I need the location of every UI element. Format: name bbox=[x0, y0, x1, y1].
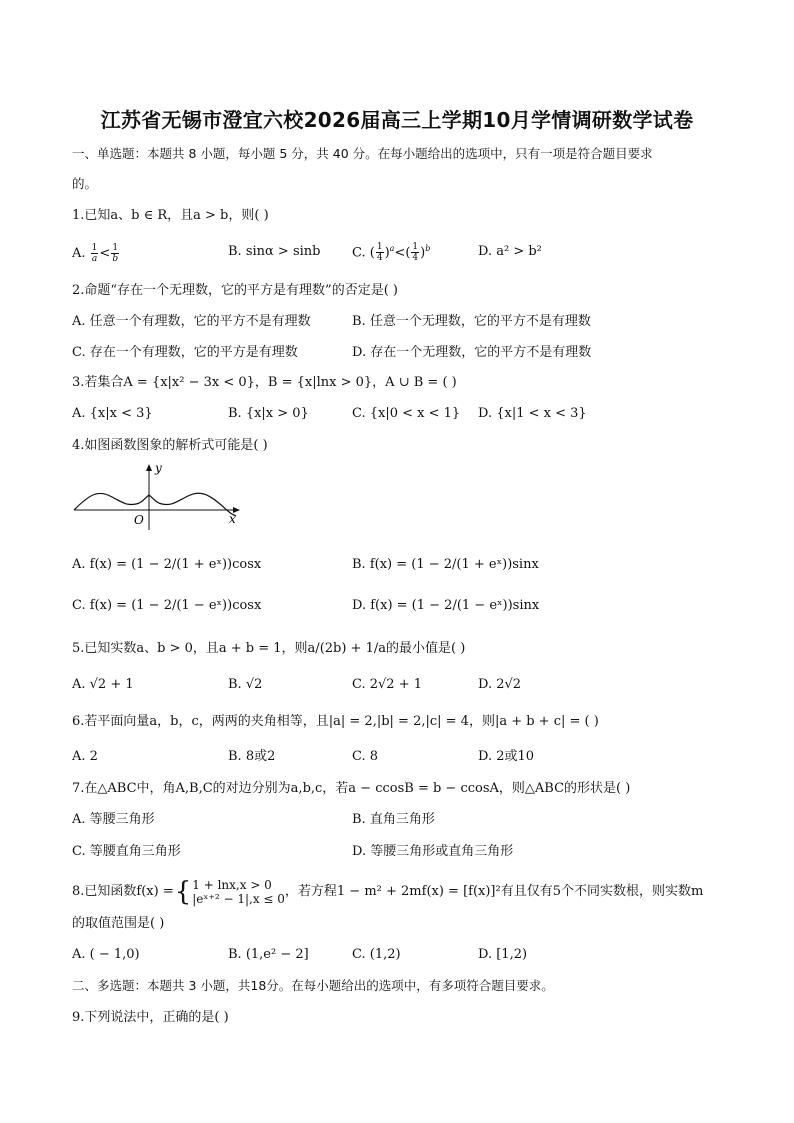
q8-brace: { bbox=[174, 877, 192, 907]
q9-stem: 9.下列说法中，正确的是( ) bbox=[72, 1010, 229, 1025]
q6-option-a: A. 2 bbox=[72, 749, 98, 764]
q1-a-frac-right: $\frac{1}{b}$ bbox=[112, 243, 119, 264]
q2-option-d: D. 存在一个无理数，它的平方不是有理数 bbox=[352, 345, 592, 360]
section2-heading: 二、多选题：本题共 3 小题，共18分。在每小题给出的选项中，有多项符合题目要求。 bbox=[72, 978, 554, 993]
q1-stem: 1.已知a、b ∈ R，且a > b，则( ) bbox=[72, 208, 269, 223]
q5-option-c: C. 2√2 + 1 bbox=[352, 677, 423, 692]
q4-option-a: A. f(x) = (1 − 2/(1 + eˣ))cosx bbox=[72, 557, 262, 572]
q6-stem: 6.若平面向量a，b，c，两两的夹角相等，且|a| = 2,|b| = 2,|c| = 4，则|a + b + c| = ( ) bbox=[72, 714, 599, 729]
q1-option-c-label: C. bbox=[352, 245, 366, 261]
q8-option-d: D. [1,2) bbox=[478, 947, 528, 962]
q7-option-a: A. 等腰三角形 bbox=[72, 812, 155, 827]
y-axis-label: y bbox=[155, 462, 162, 475]
q8-option-a: A. ( − 1,0) bbox=[72, 947, 140, 962]
q8-piecewise bbox=[192, 878, 285, 906]
x-axis-label: x bbox=[229, 512, 236, 526]
q5-option-d: D. 2√2 bbox=[478, 677, 522, 692]
q8-stem-rest: ，若方程1 − m² + 2mf(x) = [f(x)]²有且仅有5个不同实数根，则实数m bbox=[284, 884, 704, 899]
q1-a-frac-left: $\frac{1}{a}$ bbox=[91, 243, 98, 264]
q6-option-b: B. 8或2 bbox=[228, 749, 276, 764]
q7-option-d: D. 等腰三角形或直角三角形 bbox=[352, 844, 514, 859]
q4-option-c: C. f(x) = (1 − 2/(1 − eˣ))cosx bbox=[72, 598, 262, 613]
q6-option-c: C. 8 bbox=[352, 749, 379, 764]
q8-stem bbox=[72, 877, 703, 907]
section1-heading-cont: 的。 bbox=[72, 176, 98, 191]
y-axis-arrow bbox=[146, 464, 152, 471]
q2-stem: 2.命题“存在一个无理数，它的平方是有理数”的否定是( ) bbox=[72, 283, 398, 298]
q3-option-c: C. {x|0 < x < 1} bbox=[352, 406, 461, 421]
q1-option-a-label: A. bbox=[72, 246, 86, 261]
q8-option-b: B. (1,e² − 2] bbox=[228, 947, 309, 962]
q8-case-1: 1 + lnx,x > 0 bbox=[192, 878, 272, 892]
q3-stem: 3.若集合A = {x|x² − 3x < 0}，B = {x|lnx > 0}，A ∪ B = ( ) bbox=[72, 375, 457, 390]
q4-function-graph bbox=[70, 462, 242, 532]
q4-option-b: B. f(x) = (1 − 2/(1 + eˣ))sinx bbox=[352, 557, 539, 572]
q1-option-a: A. $\frac{1}{a}$ < $\frac{1}{b}$ bbox=[72, 243, 119, 264]
q1-option-b: B. sinα > sinb bbox=[228, 244, 321, 259]
q2-option-b: B. 任意一个无理数，它的平方不是有理数 bbox=[352, 314, 591, 329]
page-title: 江苏省无锡市澄宜六校2026届高三上学期10月学情调研数学试卷 bbox=[100, 108, 694, 132]
q3-option-a: A. {x|x < 3} bbox=[72, 406, 153, 421]
q4-stem: 4.如图函数图象的解析式可能是( ) bbox=[72, 438, 268, 453]
q3-option-b: B. {x|x > 0} bbox=[228, 406, 309, 421]
q2-option-c: C. 存在一个有理数，它的平方是有理数 bbox=[72, 345, 298, 360]
q4-option-d: D. f(x) = (1 − 2/(1 − eˣ))sinx bbox=[352, 598, 540, 613]
q3-option-d: D. {x|1 < x < 3} bbox=[478, 406, 587, 421]
q1-option-d: D. a² > b² bbox=[478, 244, 542, 259]
q5-option-a: A. √2 + 1 bbox=[72, 677, 134, 692]
q5-option-b: B. √2 bbox=[228, 677, 263, 692]
q8-stem-cont: 的取值范围是( ) bbox=[72, 916, 165, 931]
q8-option-c: C. (1,2) bbox=[352, 947, 401, 962]
origin-label: O bbox=[134, 513, 144, 527]
q1-c-frac-left: $\frac{1}{4}$ bbox=[376, 242, 383, 264]
function-curve bbox=[74, 493, 236, 516]
section1-heading: 一、单选题：本题共 8 小题，每小题 5 分，共 40 分。在每小题给出的选项中，只有一项是符合题目要求 bbox=[72, 146, 653, 161]
q7-option-b: B. 直角三角形 bbox=[352, 812, 435, 827]
q7-stem: 7.在△ABC中，角A,B,C的对边分别为a,b,c，若a − ccosB = b − ccosA，则△ABC的形状是( ) bbox=[72, 781, 631, 796]
q8-case-2: |eˣ⁺² − 1|,x ≤ 0 bbox=[192, 892, 285, 906]
q8-stem-start: 8.已知函数f(x) = bbox=[72, 884, 174, 899]
q1-c-frac-right: $\frac{1}{4}$ bbox=[412, 242, 419, 264]
q7-option-c: C. 等腰直角三角形 bbox=[72, 844, 181, 859]
q1-option-c: C. ( $\frac{1}{4}$ )$^a$<( $\frac{1}{4}$ )$^b$ bbox=[352, 242, 431, 264]
q6-option-d: D. 2或10 bbox=[478, 749, 535, 764]
q2-option-a: A. 任意一个有理数，它的平方不是有理数 bbox=[72, 314, 311, 329]
q5-stem: 5.已知实数a、b > 0，且a + b = 1，则a/(2b) + 1/a的最小值是( ) bbox=[72, 641, 466, 656]
